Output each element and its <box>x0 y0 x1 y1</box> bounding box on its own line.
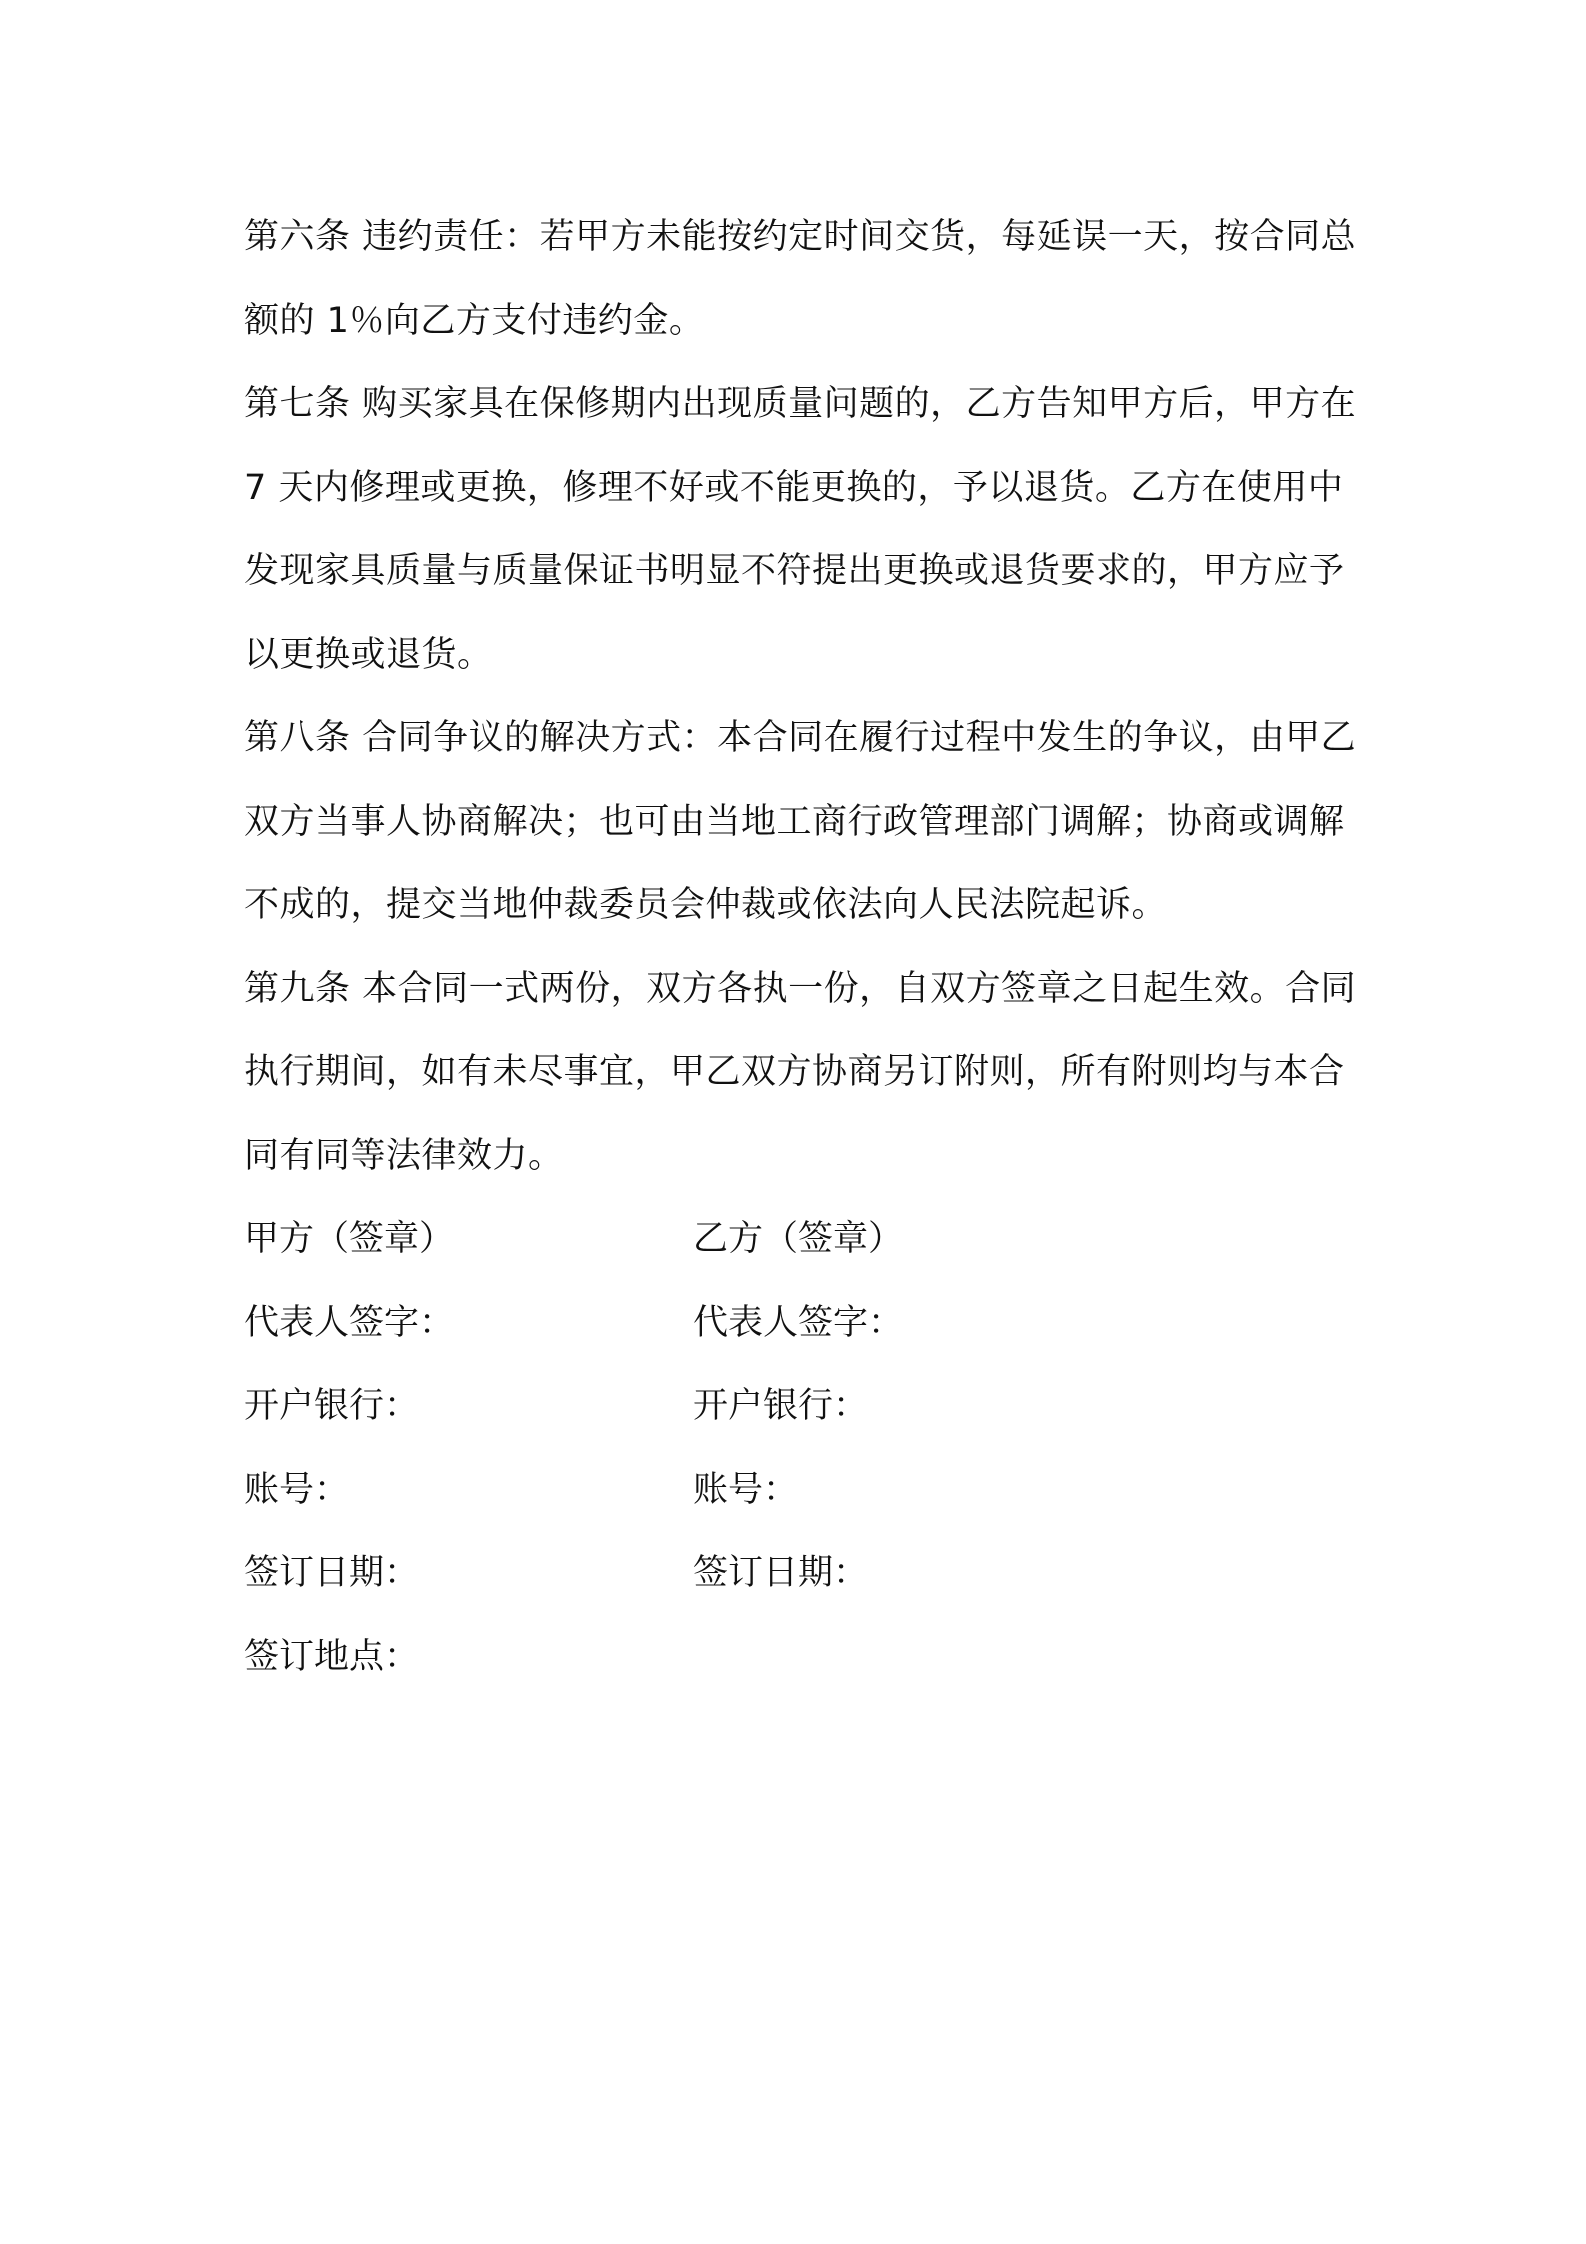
party-b-place-empty <box>693 1616 1364 1700</box>
signature-row-representative <box>244 1282 1364 1366</box>
party-b-seal-label: 乙方（签章） <box>693 1219 904 1259</box>
signature-row-date <box>244 1532 1364 1616</box>
signature-row-place <box>244 1616 1364 1700</box>
contract-body <box>244 196 1364 1699</box>
signature-block <box>244 1198 1364 1699</box>
article-7: 第七条 购买家具在保修期内出现质量问题的，乙方告知甲方后，甲方在 7 天内修理或更换，修理不好或不能更换的，予以退货。乙方在使用中发现家具质量与质量保证书明显不符提出更换或退货要求的，甲方应予以更换或退货。 <box>244 384 1357 675</box>
party-b-date-label: 签订日期： <box>693 1553 869 1593</box>
article-8: 第八条 合同争议的解决方式：本合同在履行过程中发生的争议，由甲乙双方当事人协商解决；也可由当地工商行政管理部门调解；协商或调解不成的，提交当地仲裁委员会仲裁或依法向人民法院起诉。 <box>244 718 1357 925</box>
party-a-representative-label: 代表人签字： <box>244 1302 455 1343</box>
party-b-representative-label: 代表人签字： <box>693 1302 904 1343</box>
party-a-account-label: 账号： <box>244 1469 350 1510</box>
party-a-place-label: 签订地点： <box>244 1636 420 1677</box>
party-a-date-label: 签订日期： <box>244 1553 420 1593</box>
signature-row-bank <box>244 1365 1364 1449</box>
party-a-bank-label: 开户银行： <box>244 1386 420 1426</box>
signature-row-seal <box>244 1198 1364 1282</box>
article-9: 第九条 本合同一式两份，双方各执一份，自双方签章之日起生效。合同执行期间，如有未尽事宜，甲乙双方协商另订附则，所有附则均与本合同有同等法律效力。 <box>244 968 1357 1176</box>
article-6: 第六条 违约责任：若甲方未能按约定时间交货，每延误一天，按合同总额的 1％向乙方支付违约金。 <box>244 217 1357 341</box>
party-b-account-label: 账号： <box>693 1469 799 1510</box>
signature-row-account <box>244 1449 1364 1533</box>
party-b-bank-label: 开户银行： <box>693 1386 869 1426</box>
party-a-seal-label: 甲方（签章） <box>244 1219 455 1259</box>
